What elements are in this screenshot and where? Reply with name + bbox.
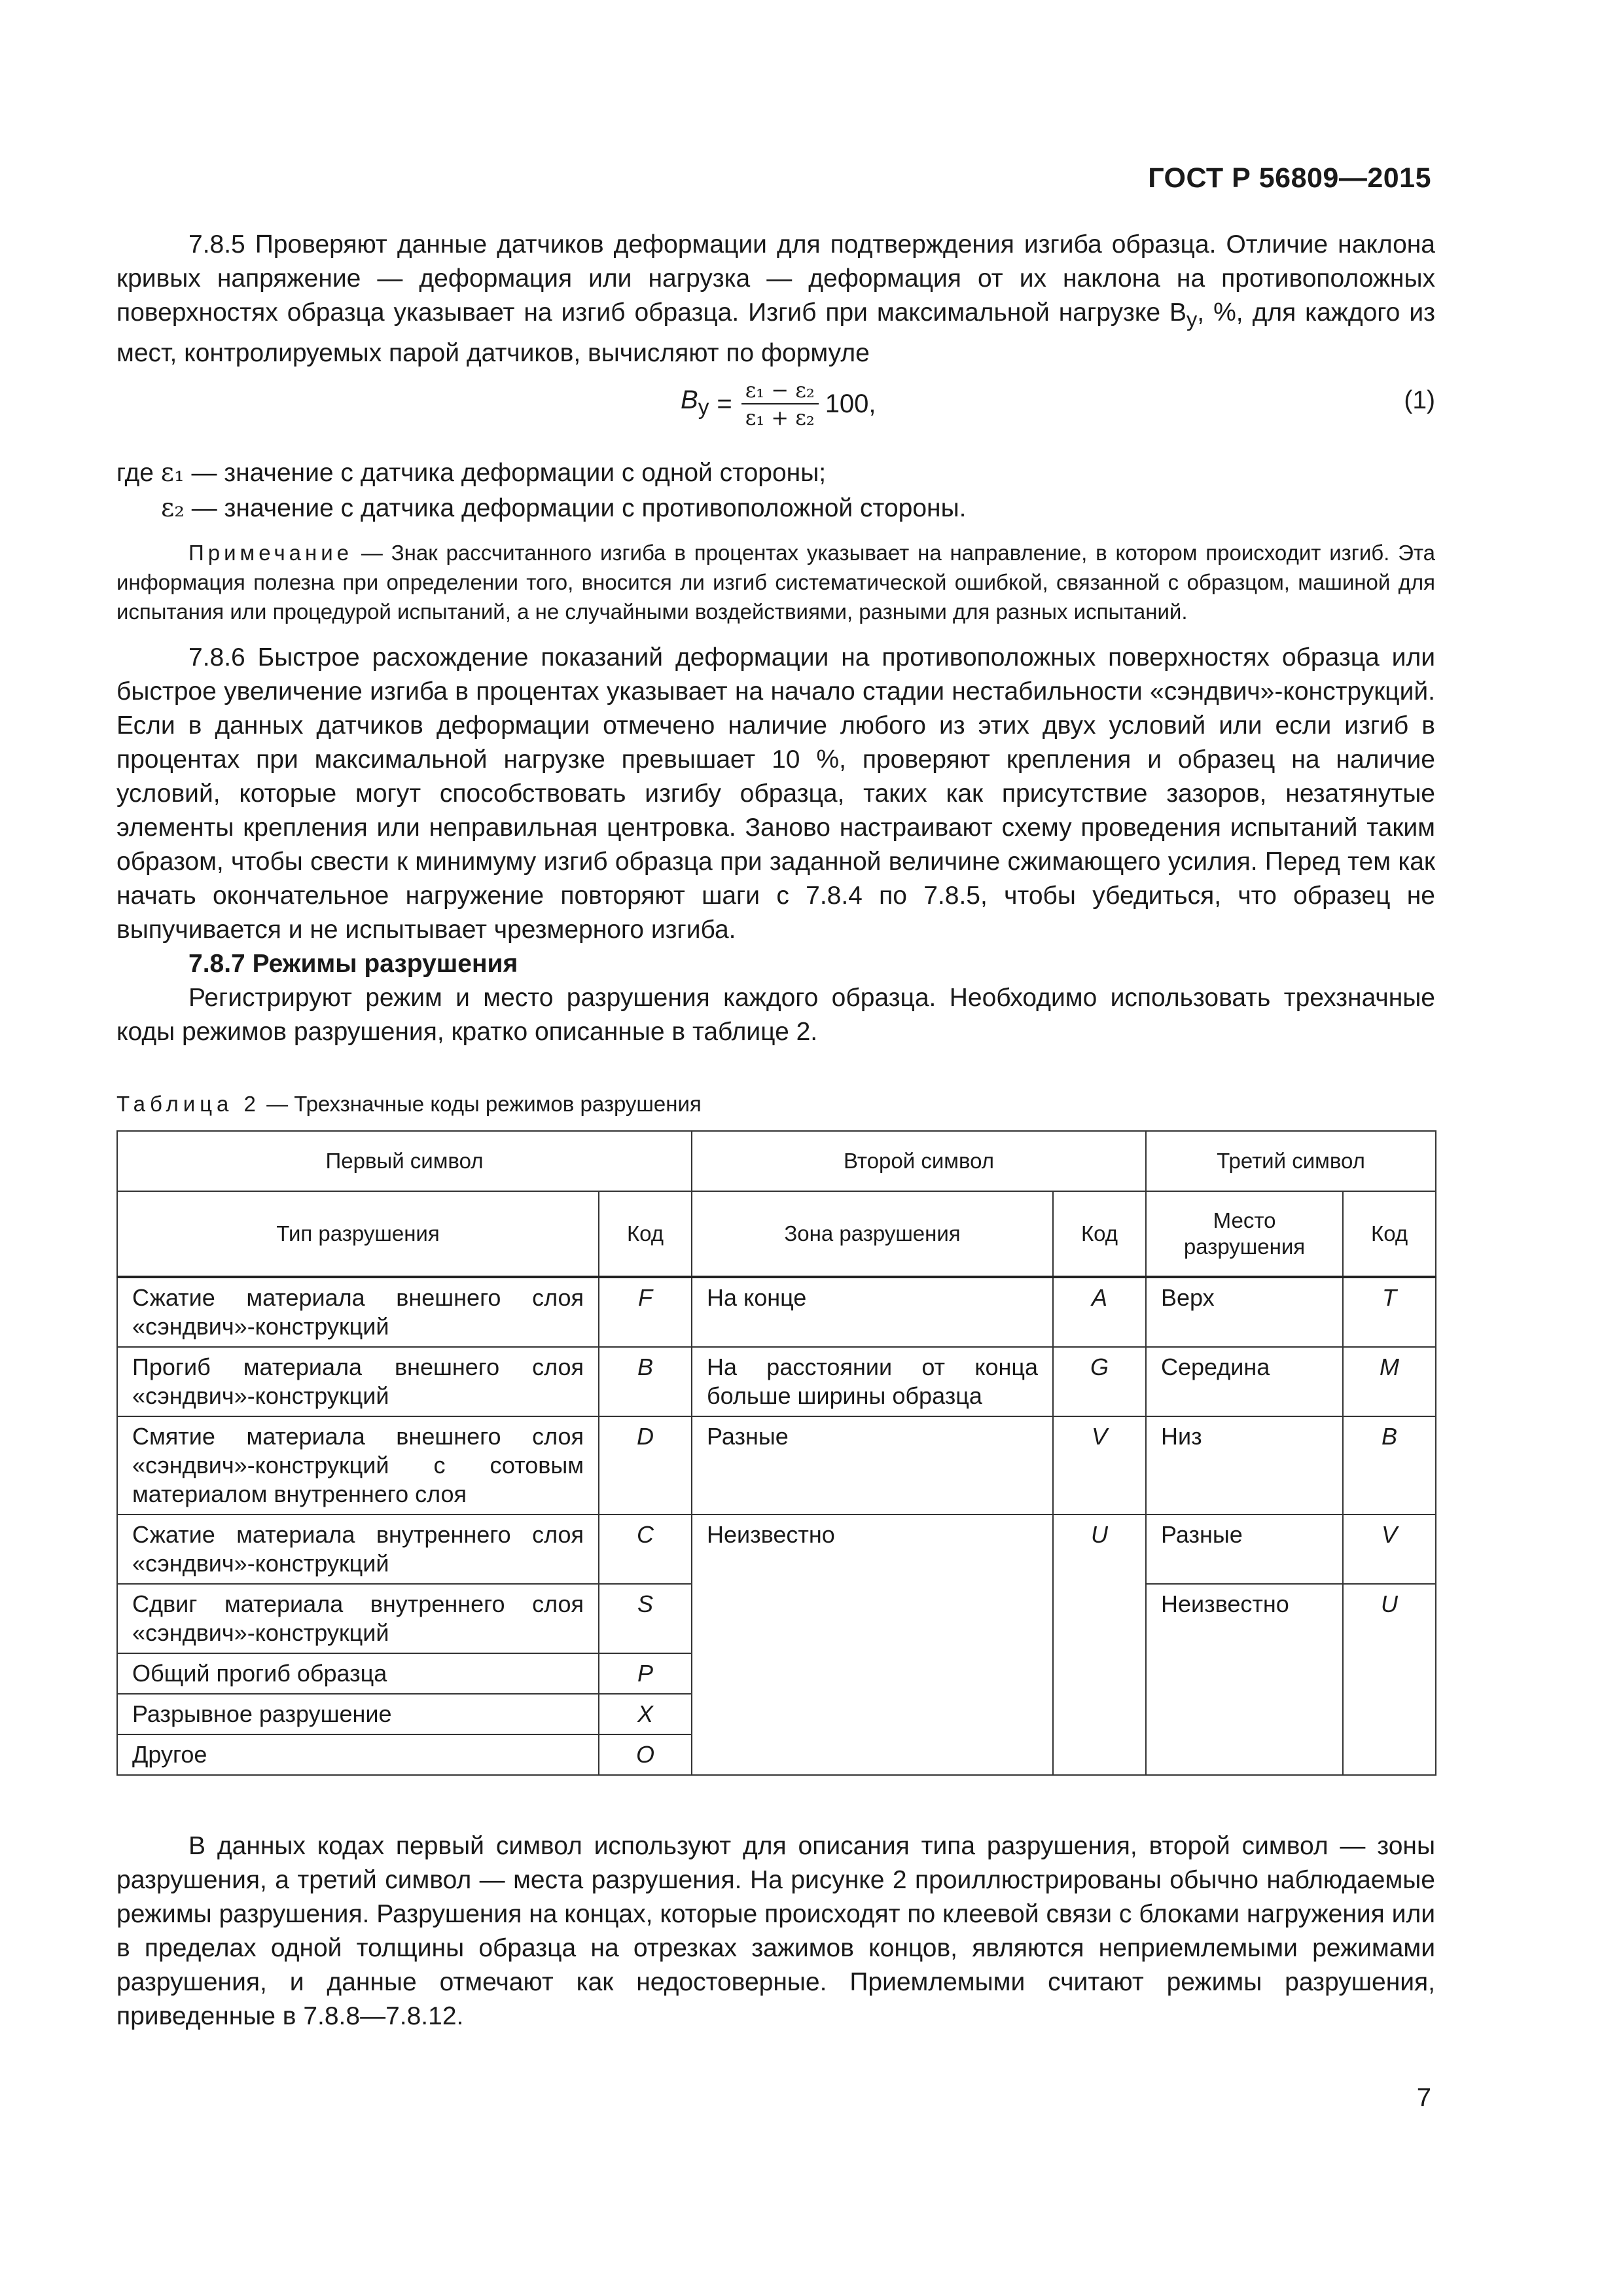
table-row bbox=[117, 1416, 1436, 1515]
formula-numerator: ε₁ − ε₂ bbox=[741, 377, 819, 404]
header-failure-zone: Зона разрушения bbox=[692, 1191, 1053, 1277]
failure-type-code: X bbox=[599, 1694, 692, 1734]
header-code-3: Код bbox=[1343, 1191, 1436, 1277]
failure-zone-code: U bbox=[1053, 1515, 1146, 1775]
formula-fraction bbox=[741, 377, 819, 431]
failure-type: Сжатие материала внешнего слоя «сэндвич»-конструкций bbox=[117, 1277, 599, 1347]
formula-factor: 100, bbox=[825, 389, 876, 418]
failure-place-code: B bbox=[1343, 1416, 1436, 1515]
failure-place-code: U bbox=[1343, 1584, 1436, 1775]
failure-type-code: P bbox=[599, 1653, 692, 1694]
table-row bbox=[117, 1347, 1436, 1416]
closing-paragraph: В данных кодах первый символ используют для описания типа разрушения, второй символ — зоны разрушения, а третий символ — места разрушения. На рисунке 2 проиллюстрированы обычно наблюдаемые режимы разрушения. Разрушения на концах, которые происходят по клеевой связи с блоками нагружения или в пределах одной толщины образца на отрезках зажимов концов, являются неприемлемыми режимами разрушения, и данные отмечают как недостоверные. Приемлемыми считают режимы разрушения, приведенные в 7.8.8—7.8.12. bbox=[116, 1831, 1435, 2030]
formula-denominator: ε₁ + ε₂ bbox=[745, 404, 815, 430]
failure-type: Сдвиг материала внутреннего слоя «сэндвич»-конструкций bbox=[117, 1584, 599, 1653]
failure-place: Неизвестно bbox=[1146, 1584, 1343, 1775]
failure-place: Верх bbox=[1146, 1277, 1343, 1347]
table-row bbox=[117, 1515, 1436, 1584]
failure-type: Сжатие материала внутреннего слоя «сэндвич»-конструкций bbox=[117, 1515, 599, 1584]
failure-zone: На конце bbox=[692, 1277, 1053, 1347]
failure-place-code: M bbox=[1343, 1347, 1436, 1416]
formula-1 bbox=[116, 376, 1435, 453]
header-first-symbol: Первый символ bbox=[117, 1131, 692, 1191]
failure-zone: На расстоянии от конца больше ширины образца bbox=[692, 1347, 1053, 1416]
failure-codes-table bbox=[116, 1130, 1436, 1776]
header-code-1: Код bbox=[599, 1191, 692, 1277]
note-text: — Знак рассчитанного изгиба в процентах указывает на направление, в котором происходит изгиб. Эта информация полезна при определении того, вносится ли изгиб систематической ошибкой, связанной с образцом, машиной для испытания или процедурой испытаний, а не случайными воздействиями, разными для разных испытаний. bbox=[116, 540, 1436, 624]
failure-type-code: S bbox=[599, 1584, 692, 1653]
section-7-8-7-text: Регистрируют режим и место разрушения каждого образца. Необходимо использовать трехзначные коды режимов разрушения, кратко описанные в таблице 2. bbox=[116, 983, 1435, 1046]
bending-symbol: $B_y$ bbox=[1169, 298, 1198, 331]
failure-zone-code: A bbox=[1053, 1277, 1146, 1347]
page-number: 7 bbox=[1416, 2083, 1431, 2112]
formula-number: (1) bbox=[1404, 386, 1435, 414]
failure-type: Разрывное разрушение bbox=[117, 1694, 599, 1734]
document-header: ГОСТ Р 56809—2015 bbox=[1148, 162, 1431, 194]
section-7-8-5: 7.8.5 Проверяют данные датчиков деформации для подтверждения изгиба образца. Отличие наклона кривых напряжение — деформация или нагрузка — деформация от их наклона на противоположных поверхностях образца указывает на изгиб образца. Изгиб при максимальной нагрузке $B_y$, %, для каждого из мест, контролируемых парой датчиков, вычисляют по формуле bbox=[116, 230, 1435, 367]
formula-lhs: $B_y$ bbox=[681, 385, 709, 420]
note-label: Примечание bbox=[188, 540, 353, 565]
where-block bbox=[116, 456, 1435, 526]
failure-place: Разные bbox=[1146, 1515, 1343, 1584]
section-7-8-6: 7.8.6 Быстрое расхождение показаний деформации на противоположных поверхностях образца или быстрое увеличение изгиба в процентах указывает на начало стадии нестабильности «сэндвич»-конструкций. Если в данных датчиков деформации отмечено наличие любого из этих двух условий или если изгиб в процентах при максимальной нагрузке превышает 10 %, проверяют крепления и образец на наличие условий, которые могут способствовать изгибу образца, таких как присутствие зазоров, незатянутые элементы крепления или неправильная центровка. Заново настраивают схему проведения испытаний таким образом, чтобы свести к минимуму изгиб образца при заданной величине сжимающего усилия. Перед тем как начать окончательное нагружение повторяют шаги с 7.8.4 по 7.8.5, чтобы убедиться, что образец не выпучивается и не испытывает чрезмерного изгиба. bbox=[116, 643, 1435, 944]
header-second-symbol: Второй символ bbox=[692, 1131, 1146, 1191]
header-third-symbol: Третий символ bbox=[1146, 1131, 1436, 1191]
note bbox=[116, 538, 1435, 626]
header-code-2: Код bbox=[1053, 1191, 1146, 1277]
failure-place: Середина bbox=[1146, 1347, 1343, 1416]
failure-place-code: V bbox=[1343, 1515, 1436, 1584]
failure-type-code: D bbox=[599, 1416, 692, 1515]
table-caption: Таблица 2 — Трехзначные коды режимов разрушения bbox=[116, 1091, 702, 1116]
failure-zone: Неизвестно bbox=[692, 1515, 1053, 1775]
failure-zone-code: G bbox=[1053, 1347, 1146, 1416]
failure-type: Смятие материала внешнего слоя «сэндвич»-конструкций с сотовым материалом внутреннего слоя bbox=[117, 1416, 599, 1515]
header-failure-place: Место разрушения bbox=[1146, 1191, 1343, 1277]
section-7-8-7-title: 7.8.7 Режимы разрушения bbox=[188, 949, 518, 978]
where-eps1: где ε₁ — значение с датчика деформации с одной стороны; bbox=[116, 457, 827, 488]
failure-type: Прогиб материала внешнего слоя «сэндвич»-конструкций bbox=[117, 1347, 599, 1416]
table-row bbox=[117, 1277, 1436, 1347]
failure-zone: Разные bbox=[692, 1416, 1053, 1515]
page-content bbox=[116, 228, 1435, 2034]
header-failure-type: Тип разрушения bbox=[117, 1191, 599, 1277]
failure-place-code: T bbox=[1343, 1277, 1436, 1347]
failure-type-code: F bbox=[599, 1277, 692, 1347]
failure-type-code: B bbox=[599, 1347, 692, 1416]
failure-zone-code: V bbox=[1053, 1416, 1146, 1515]
failure-place: Низ bbox=[1146, 1416, 1343, 1515]
failure-type-code: O bbox=[599, 1734, 692, 1775]
failure-type: Общий прогиб образца bbox=[117, 1653, 599, 1694]
formula-equals: = bbox=[717, 389, 732, 418]
failure-type: Другое bbox=[117, 1734, 599, 1775]
failure-type-code: C bbox=[599, 1515, 692, 1584]
where-eps2: ε₂ — значение с датчика деформации с противоположной стороны. bbox=[161, 493, 967, 523]
